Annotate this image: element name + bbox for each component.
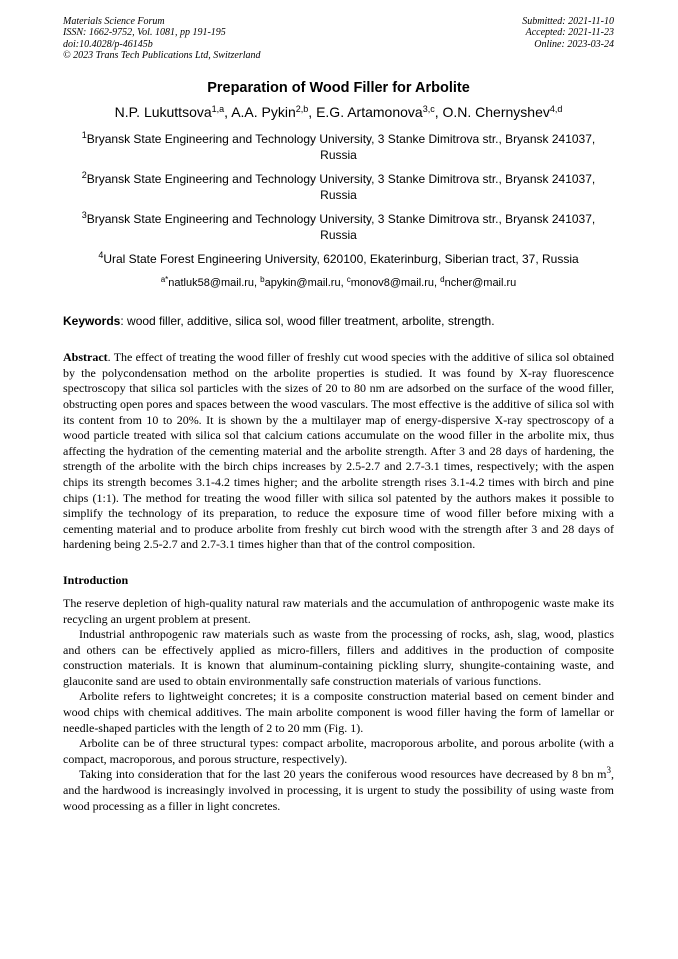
keywords-label: Keywords [63,314,121,329]
author-name: N.P. Lukuttsova [114,104,212,121]
author-name: A.A. Pykin [231,104,296,121]
affiliation-4: $^4$Ural State Forest Engineering University, 620100, Ekaterinburg, Siberian tract, 37, Russia [98,250,579,267]
paragraph: Arbolite can be of three structural types: compact arbolite, macroporous arbolite, and porous arbolite (with a compact, macroporous, and porous structure, respectively). [63,736,614,766]
author-name: O.N. Chernyshev [442,104,550,121]
online-date: Online: 2023-03-24 [534,38,614,50]
author-affiliation-mark: 3,c [422,104,435,115]
journal-issn: ISSN: 1662-9752, Vol. 1081, pp 191-195 [63,27,226,39]
paper-title: Preparation of Wood Filler for Arbolite [207,80,470,97]
affiliation-1: $^1$Bryansk State Engineering and Technology University, 3 Stanke Dimitrova str., Bryansk 241037, Russia [81,130,596,163]
journal-info [63,16,261,61]
section-heading-introduction: Introduction [63,572,129,587]
email-link[interactable]: natluk58@mail.ru [168,277,255,290]
paragraph: Arbolite refers to lightweight concretes; it is a composite construction material based on cement binder and wood chips with chemical additives. The main arbolite component is wood filler having the form of lamellar or needle-shaped particles with the length of 2 to 20 mm (Fig. 1). [63,689,614,735]
author-name: E.G. Artamonova [316,104,423,121]
journal-header [63,16,614,61]
paragraph: Taking into consideration that for the last 20 years the coniferous wood resources have decreased by 8 bn $m^3$, and the hardwood is increasingly involved in processing, it is urgent to study the possibility of using waste from wood processing as a filler in light concretes. [63,765,614,813]
accepted-date: Accepted: 2021-11-23 [525,27,614,39]
journal-doi[interactable]: doi:10.4028/p-46145b [63,38,153,50]
publication-dates [522,16,614,61]
email-link[interactable]: apykin@mail.ru [264,277,341,290]
paragraph: The reserve depletion of high-quality natural raw materials and the accumulation of anthropogenic waste make its recycling an urgent problem at present. [63,595,614,626]
keywords [63,314,614,329]
author-emails: $^{a*}$natluk58@mail.ru, $^b$apykin@mail.ru, $^c$monov8@mail.ru, $^d$ncher@mail.ru [160,275,517,290]
abstract-label: Abstract [63,350,108,365]
author-affiliation-mark: 1,a [211,104,225,115]
paragraph: Industrial anthropogenic raw materials such as waste from the processing of rocks, ash, slag, wood, plastics and others can be effectively applied as micro-fillers, fillers and additives in the production of composite construction materials. It is known that aluminum-containing pickling slurry, shungite-containing waste, and glauconite sand are used to obtain environmentally safe construction materials of various functions. [63,627,614,688]
affiliation-3: $^3$Bryansk State Engineering and Technology University, 3 Stanke Dimitrova str., Bryansk 241037, Russia [81,210,596,243]
author-list: N.P. Lukuttsova$^{1,a}$, A.A. Pykin$^{2,b}$, E.G. Artamonova$^{3,c}$, O.N. Chernyshev$^{4,d}$ [114,104,563,121]
author-affiliation-mark: 2,b [295,104,309,115]
email-link[interactable]: monov8@mail.ru [350,277,435,290]
author-affiliation-mark: 4,d [549,104,563,115]
journal-name: Materials Science Forum [63,16,165,27]
introduction-body [63,596,614,814]
journal-copyright: © 2023 Trans Tech Publications Ltd, Switzerland [63,49,261,61]
affiliation-2: $^2$Bryansk State Engineering and Technology University, 3 Stanke Dimitrova str., Bryansk 241037, Russia [81,170,596,203]
abstract-text: . The effect of treating the wood filler of freshly cut wood species with the additive of silica sol obtained by the polycondensation method on the arbolite properties is studied. It was found by X-ray fluorescence spectroscopy that silica sol particles with the sizes of 20 to 80 nm are adsorbed on the surface of the wood filler, obstructing open pores and spaces between the wood vasculars. The most effective is the additive of silica sol with its content from 10 to 20%. It is shown by the a multilayer map of energy-dispersive X-ray spectroscopy of a wood particle treated with silica sol that calcium cations accumulate on the wood filler in the arbolite mix, thus affecting the hydration of the cementing material and the arbolite strength. After 3 and 28 days of hardening, the strength of the arbolite with the birch chips increases by 2.5-2.7 and 2.7-3.1 times, respectively; with the aspen chips its strength becomes 3.1-4.2 times higher; and the arbolite strength rises 3.1-4.2 times with birch and pine chips (1:1). The method for treating the wood filler with silica sol patented by the authors makes it possible to simplify the technology of its preparation, to reduce the exposure time of wood filler before mixing with a cementing material and to produce arbolite from freshly cut birch wood with the strength after 3 and 28 days of hardening being 2.5-2.7 and 2.7-3.1 times higher than that of the control composition. [63,350,614,552]
abstract [63,350,614,553]
submitted-date: Submitted: 2021-11-10 [522,16,614,27]
keywords-text: : wood filler, additive, silica sol, wood filler treatment, arbolite, strength. [120,314,495,329]
email-link[interactable]: ncher@mail.ru [444,277,517,290]
